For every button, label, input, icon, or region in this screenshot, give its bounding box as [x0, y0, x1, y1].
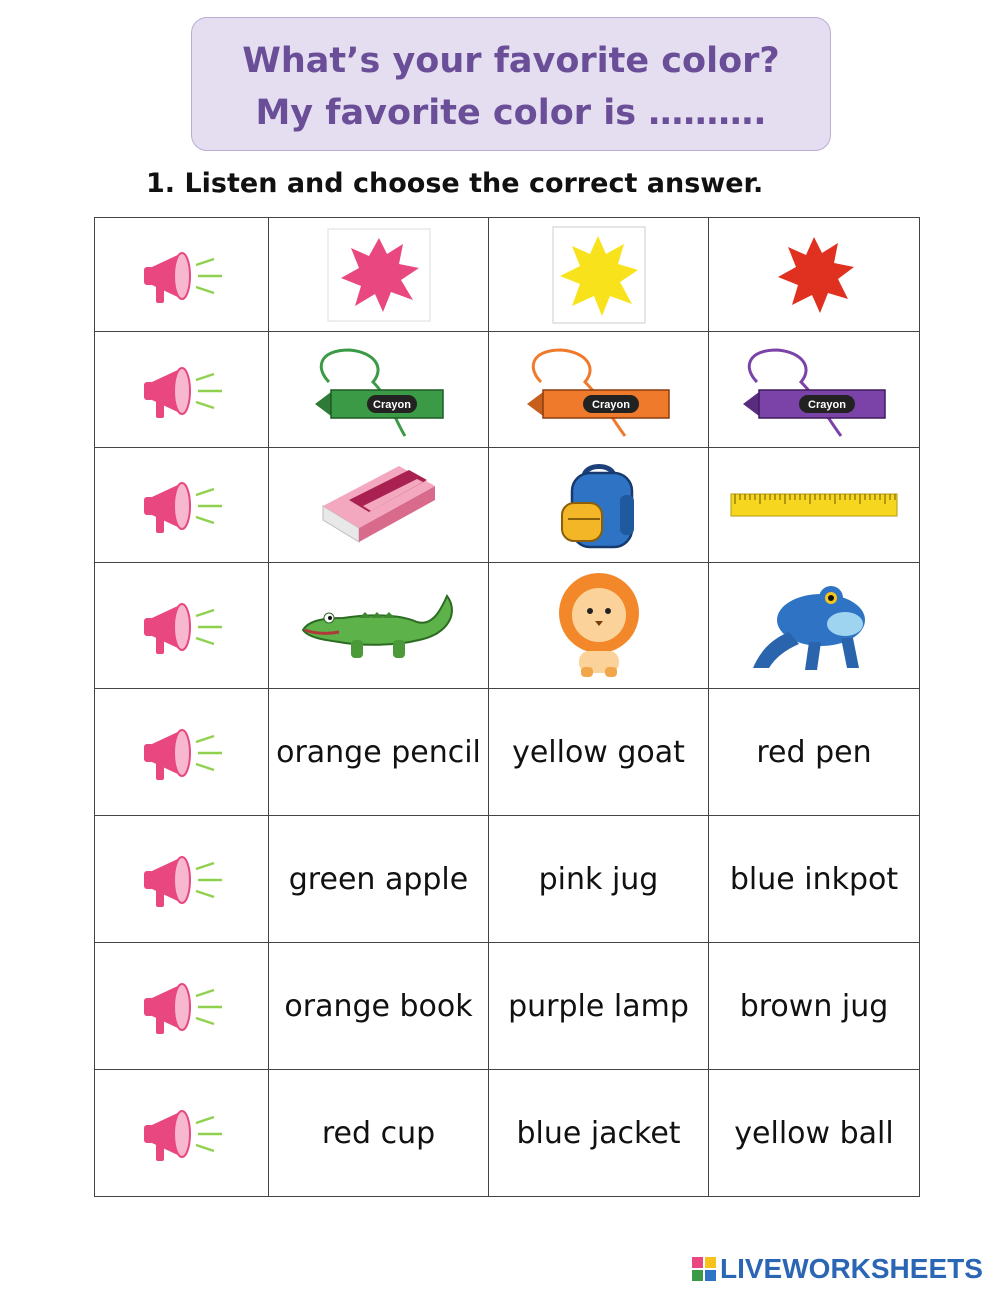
speaker-icon[interactable]	[132, 596, 232, 656]
title-sentence: My favorite color is ……….	[255, 93, 767, 133]
option-cell[interactable]: red pen	[709, 689, 920, 816]
red-splash-icon	[768, 229, 860, 321]
option-cell[interactable]	[269, 563, 489, 689]
speaker-icon[interactable]	[132, 976, 232, 1036]
table-row	[95, 943, 920, 1070]
option-cell[interactable]	[269, 218, 489, 332]
pink-eraser-icon	[319, 460, 439, 550]
speaker-icon[interactable]	[132, 360, 232, 420]
footer-brand: LIVEWORKSHEETS	[720, 1253, 983, 1284]
option-cell[interactable]: blue inkpot	[709, 816, 920, 943]
instruction	[146, 168, 763, 199]
table-row	[95, 816, 920, 943]
instruction-number: 1.	[146, 168, 176, 199]
title-box	[191, 17, 831, 151]
option-cell[interactable]: blue jacket	[489, 1070, 709, 1197]
option-cell[interactable]	[709, 332, 920, 448]
speaker-icon[interactable]	[132, 1103, 232, 1163]
speaker-cell[interactable]	[95, 563, 269, 689]
option-cell[interactable]	[489, 218, 709, 332]
option-cell[interactable]	[269, 332, 489, 448]
table-row	[95, 448, 920, 563]
option-cell[interactable]: orange book	[269, 943, 489, 1070]
option-cell[interactable]: purple lamp	[489, 943, 709, 1070]
option-cell[interactable]: red cup	[269, 1070, 489, 1197]
speaker-cell[interactable]	[95, 332, 269, 448]
speaker-cell[interactable]	[95, 218, 269, 332]
table-row	[95, 332, 920, 448]
crayon-label: Crayon	[591, 398, 630, 411]
crayon-label: Crayon	[372, 398, 411, 411]
option-cell[interactable]: brown jug	[709, 943, 920, 1070]
table-row	[95, 1070, 920, 1197]
speaker-cell[interactable]	[95, 816, 269, 943]
blue-backpack-icon	[554, 459, 644, 551]
option-cell[interactable]	[709, 218, 920, 332]
yellow-ruler-icon	[729, 490, 899, 520]
speaker-cell[interactable]	[95, 1070, 269, 1197]
option-cell[interactable]	[489, 332, 709, 448]
instruction-text: Listen and choose the correct answer.	[184, 168, 764, 199]
option-cell[interactable]	[269, 448, 489, 563]
speaker-icon[interactable]	[132, 475, 232, 535]
pink-splash-icon	[327, 228, 431, 322]
option-cell[interactable]	[489, 448, 709, 563]
option-cell[interactable]: yellow ball	[709, 1070, 920, 1197]
table-row	[95, 689, 920, 816]
speaker-cell[interactable]	[95, 943, 269, 1070]
orange-crayon-icon	[521, 342, 677, 438]
green-crayon-icon	[309, 342, 449, 438]
liveworksheets-logo-icon	[692, 1257, 716, 1281]
answer-table	[94, 217, 920, 1197]
option-cell[interactable]: orange pencil	[269, 689, 489, 816]
option-cell[interactable]: yellow goat	[489, 689, 709, 816]
option-cell[interactable]	[709, 448, 920, 563]
orange-lion-icon	[551, 571, 647, 681]
option-cell[interactable]: green apple	[269, 816, 489, 943]
speaker-icon[interactable]	[132, 245, 232, 305]
blue-frog-icon	[749, 576, 879, 676]
speaker-cell[interactable]	[95, 689, 269, 816]
speaker-icon[interactable]	[132, 722, 232, 782]
speaker-cell[interactable]	[95, 448, 269, 563]
option-cell[interactable]	[709, 563, 920, 689]
option-cell[interactable]: pink jug	[489, 816, 709, 943]
option-cell[interactable]	[489, 563, 709, 689]
speaker-icon[interactable]	[132, 849, 232, 909]
footer-logo	[692, 1254, 983, 1284]
yellow-splash-icon	[552, 226, 646, 324]
crayon-label: Crayon	[808, 398, 846, 411]
green-crocodile-icon	[299, 588, 459, 664]
title-question: What’s your favorite color?	[242, 41, 780, 81]
table-row	[95, 563, 920, 689]
table-row	[95, 218, 920, 332]
purple-crayon-icon	[737, 342, 891, 438]
